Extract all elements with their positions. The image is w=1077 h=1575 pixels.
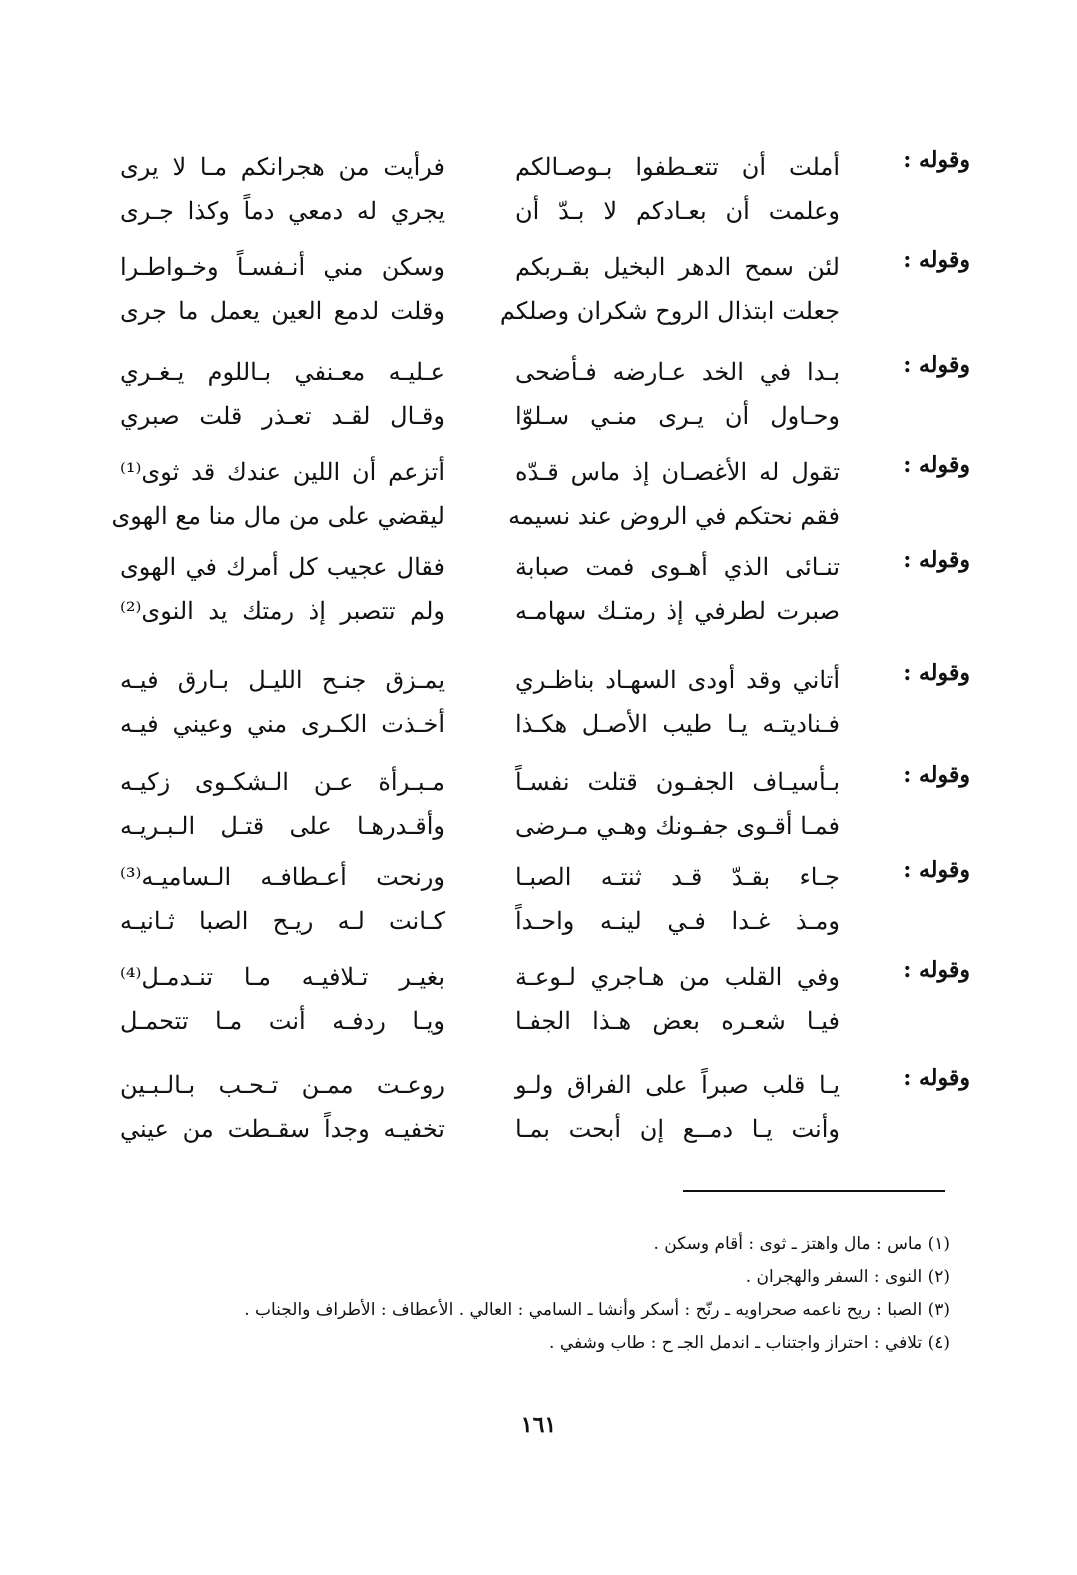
poem-entry	[120, 245, 970, 335]
entry-intro: وقوله :	[903, 352, 970, 378]
hemistich-right-2: فـناديتـه يـا طيب الأصـل هكـذا	[515, 710, 840, 738]
hemistich-right-1: تقول له الأغصـان إذ ماس قـدّه	[515, 458, 840, 486]
hemistich-right-1: بـأسيـاف الجفـون قتلت نفسـاً	[515, 768, 840, 796]
entry-intro: وقوله :	[903, 660, 970, 686]
page-number: ١٦١	[520, 1412, 557, 1438]
poem-entry	[111, 450, 970, 540]
hemistich-right-2: ومـذ غـدا فـي لينـه واحـداً	[515, 907, 840, 935]
hemistich-left-2: أخـذت الكـرى مني وعيني فيـه	[120, 710, 445, 738]
hemistich-left-1: يمـزق جنـح الليـل بـارق فيـه	[120, 666, 445, 694]
hemistich-right-1: وفي القلب من هـاجري لـوعـة	[515, 963, 840, 991]
hemistich-left-2: كـانت لـه ريـح الصبا ثـانيـه	[120, 907, 445, 935]
entry-intro: وقوله :	[903, 547, 970, 573]
footnote-4: (٤) تلافي : احتراز واجتناب ـ اندمل الجـ ح : طاب وشفي .	[549, 1333, 950, 1353]
hemistich-left-2: يجري له دمعي دماً وكذا جـرى	[120, 197, 445, 225]
hemistich-right-1: بـدا في الخد عـارضه فـأضحى	[515, 358, 840, 386]
hemistich-right-2: فمـا أقـوى جفـونك وهـي مـرضى	[515, 812, 840, 840]
hemistich-left-1: وسكن مني أنـفسـاً وخـواطـرا	[120, 253, 445, 281]
hemistich-left-1: بغيـر تـلافيـه مـا تنـدمـل⁽⁴⁾	[120, 963, 445, 991]
hemistich-right-1: لئن سمح الدهر البخيل بقـربكم	[515, 253, 840, 281]
poem-entry	[120, 855, 970, 945]
hemistich-right-1: جـاء بقـدّ قـد ثنتـه الصبـا	[515, 863, 840, 891]
hemistich-right-1: أتاني وقد أودى السهـاد بناظـري	[515, 666, 840, 694]
hemistich-left-2: تخفيـه وجداً سقـطت من عيني	[120, 1115, 445, 1143]
entry-intro: وقوله :	[903, 247, 970, 273]
entry-intro: وقوله :	[903, 957, 970, 983]
hemistich-left-1: فقال عجيب كل أمرك في الهوى	[120, 553, 445, 581]
footnotes	[120, 1228, 950, 1360]
poem-entry	[120, 145, 970, 235]
entry-intro: وقوله :	[903, 762, 970, 788]
hemistich-right-1: أملت أن تتعـطفوا بـوصـالكم	[515, 153, 840, 181]
poem-entry	[120, 1063, 970, 1153]
hemistich-right-2: وحـاول أن يـرى منـي سـلوّا	[515, 402, 840, 430]
poem-entry	[120, 760, 970, 850]
hemistich-right-1: تنـائى الذي أهـوى فمت صبابة	[515, 553, 840, 581]
poem-entry	[120, 955, 970, 1045]
hemistich-left-2: وقلت لدمع العين يعمل ما جرى	[120, 297, 445, 325]
hemistich-right-2: وعلمت أن بعـادكم لا بـدّ أن	[515, 197, 840, 225]
footnote-1: (١) ماس : مال واهتز ـ ثوى : أقام وسكن .	[653, 1234, 950, 1254]
hemistich-left-2: وأقـدرهـا على قتـل الـبـريـه	[120, 812, 445, 840]
hemistich-right-2: وأنت يـا دمــع إن أبحت بمـا	[515, 1115, 840, 1143]
hemistich-right-2: صبرت لطرفي إذ رمتـك سهامـه	[515, 597, 840, 625]
hemistich-right-2: فقم نحتكم في الروض عند نسيمه	[508, 502, 840, 530]
hemistich-left-2: ليقضي على من مال منا مع الهوى	[111, 502, 445, 530]
poem-entry	[120, 545, 970, 635]
hemistich-left-1: فرأيت من هجرانكم مـا لا يرى	[120, 153, 445, 181]
hemistich-right-1: يـا قلب صبراً على الفراق ولـو	[515, 1071, 840, 1099]
entry-intro: وقوله :	[903, 147, 970, 173]
entry-intro: وقوله :	[903, 452, 970, 478]
hemistich-left-1: أتزعم أن اللين عندك قد ثوى⁽¹⁾	[120, 458, 445, 486]
entry-intro: وقوله :	[903, 1065, 970, 1091]
hemistich-left-2: وقـال لقـد تعـذر قلت صبري	[120, 402, 445, 430]
hemistich-left-1: مـبـرأة عـن الـشكـوى زكيـه	[120, 768, 445, 796]
footnote-divider	[683, 1190, 945, 1192]
hemistich-left-2: ولم تتصبر إذ رمتك يد النوى⁽²⁾	[120, 597, 445, 625]
footnote-2: (٢) النوى : السفر والهجران .	[745, 1267, 950, 1287]
hemistich-left-1: ورنحت أعـطافـه الـساميـه⁽³⁾	[120, 863, 445, 891]
hemistich-right-2: فيـا شعـره بعض هـذا الجفـا	[515, 1007, 840, 1035]
poem-entry	[120, 350, 970, 440]
footnote-3: (٣) الصبا : ريح ناعمه صحراويه ـ رنّح : أسكر وأنشا ـ السامي : العالي . الأعطاف : الأطراف والجناب .	[244, 1300, 950, 1320]
hemistich-left-1: عـليـه معـنفي بـاللوم يـغـري	[120, 358, 445, 386]
hemistich-left-1: روعـت ممـن تـحـب بـالـبـين	[120, 1071, 445, 1099]
entry-intro: وقوله :	[903, 857, 970, 883]
hemistich-right-2: جعلت ابتذال الروح شكران وصلكم	[499, 297, 840, 325]
hemistich-left-2: ويـا ردفـه أنت مـا تتحمـل	[120, 1007, 445, 1035]
poem-entry	[120, 658, 970, 748]
